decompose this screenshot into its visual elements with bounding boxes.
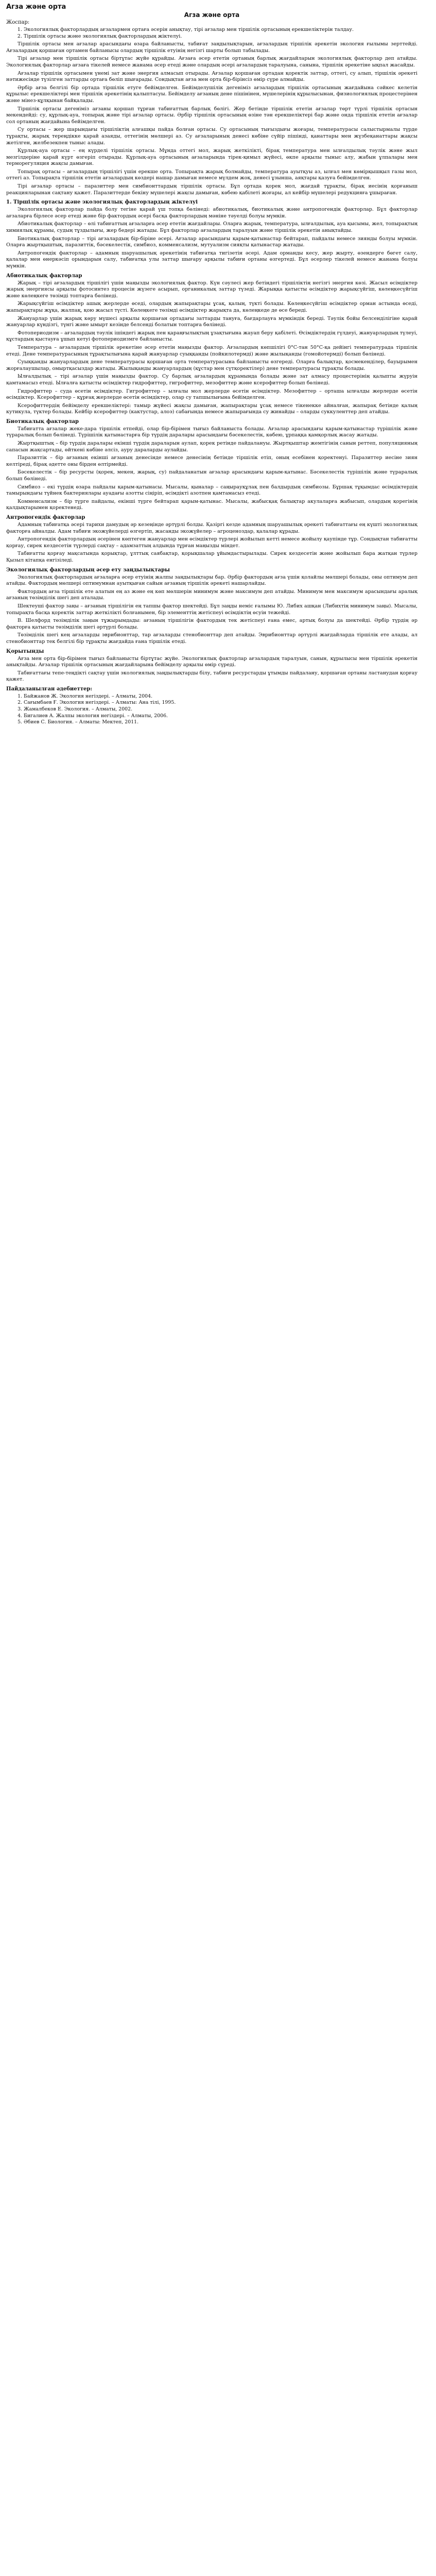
paragraph: Антропогендік факторлар – адамның шаруашылық әрекетінің табиғатқа тигізетін әсері. Адам орманды кесу, жер жырту, өзендерге бөгет салу, қалалар мен өнеркәсіп орындарын салу, табиғатқа улы заттар шығару арқылы табиғи ортаны өзгертеді. Бұл әсерлер тікелей немесе жанама болуы мүмкін.: [6, 250, 417, 269]
paragraph: Фактордың ағза тіршілік ете алатын ең аз және ең көп мөлшерін минимум және максимум деп атайды. Минимум мен максимум арасындағы аралық ағзаның төзімділік шегі деп аталады.: [6, 588, 417, 601]
paragraph: Суыққанды жануарлардың дене температурасы қоршаған орта температурасына байланысты өзгереді. Оларға балықтар, қосмекенділер, бауырымен жорғалаушылар, омыртқасыздар жатады. Жылықанды жануарлардың (құстар мен сүтқоректілер) дене температурасы тұрақты болады.: [6, 359, 417, 371]
paragraph: Температура – ағзалардың тіршілік әрекетіне әсер ететін маңызды фактор. Ағзалардың көпшілігі 0°С-тан 50°С-қа дейінгі температурада тіршілік етеді. Дене температурасының тұрақтылығына қарай жануарлар суыққанды (пойкилотермді) және жылықанды (гомойотермді) болып бөлінеді.: [6, 344, 417, 357]
plan-list: [6, 27, 417, 40]
paragraph: Адамның табиғатқа әсері тарихи дамудың әр кезеңінде әртүрлі болды. Қазіргі кезде адамның шаруашылық әрекеті табиғаттағы ең күшті экологиялық факторға айналды. Адам табиғи экожүйелерді өзгертіп, жасанды экожүйелер – агроценоздар, қалалар құрады.: [6, 522, 417, 534]
reference-item: 5. Әбиев С. Биология. – Алматы: Мектеп, 2011.: [24, 719, 417, 726]
paragraph: Тіршілік ортасы дегеніміз ағзаны қоршап тұрған табиғаттың барлық бөлігі. Жер бетінде тіршілік ететін ағзалар төрт түрлі тіршілік ортасын мекендейді: су, құрлық-ауа, топырақ және тірі ағзалар ортасы. Әрбір тіршілік ортасының өзіне тән ерекшеліктері бар және онда тіршілік ететін ағзалар сол ортаның жағдайына бейімделген.: [6, 106, 417, 125]
reference-item: 3. Жамалбеков Е. Экология. – Алматы, 2002.: [24, 706, 417, 713]
reference-item: 4. Бигалиев А. Жалпы экология негіздері. – Алматы, 2006.: [24, 713, 417, 720]
paragraph: Гидрофиттер – суда өсетін өсімдіктер. Гигрофиттер – ылғалы мол жерлерде өсетін өсімдіктер. Мезофиттер – орташа ылғалды жерлерде өсетін өсімдіктер. Ксерофиттер – құрғақ жерлерде өсетін өсімдіктер, олар су тапшылығына бейімделген.: [6, 388, 417, 401]
paragraph: Тірі ағзалар мен тіршілік ортасы біртұтас жүйе құрайды. Ағзаға әсер ететін ортаның барлық жағдайларын экологиялық факторлар деп атайды. Экологиялық факторлар ағзаға тікелей немесе жанама әсер етеді және олардың әсері ағзалардың таралуына, санына, тіршілік әрекетіне ықпал жасайды.: [6, 56, 417, 68]
reference-item: 1. Байжанов Ж. Экология негіздері. – Алматы, 2004.: [24, 693, 417, 700]
paragraph: Экологиялық факторлардың ағзаларға әсер етуінің жалпы заңдылықтары бар. Әрбір фактордың ағза үшін қолайлы мөлшері болады, оны оптимум деп атайды. Фактордың мөлшері оптимумнан ауытқыған сайын ағзаның тіршілік әрекеті нашарлайды.: [6, 574, 417, 587]
paragraph: Абиотикалық факторлар – өлі табиғаттың ағзаларға әсер ететін жағдайлары. Оларға жарық, температура, ылғалдылық, ауа қысымы, жел, топырақтың химиялық құрамы, судың тұздылығы, жер бедері жатады. Бұл факторлар ағзалардың таралуын және тіршілік әрекетін анықтайды.: [6, 221, 417, 234]
document-title: Агза және орта: [6, 3, 66, 11]
paragraph: Жарықсүйгіш өсімдіктер ашық жерлерде өседі, олардың жапырақтары ұсақ, қалың, түкті болады. Көлеңкесүйгіш өсімдіктер орман астында өседі, жапырақтары жұқа, жалпақ, қою жасыл түсті. Көлеңкеге төзімді өсімдіктер жарықта да, көлеңкеде де өсе береді.: [6, 301, 417, 313]
paragraph: Табиғаттағы тепе-теңдікті сақтау үшін экологиялық заңдылықтарды білу, табиғи ресурстарды ұтымды пайдалану, қоршаған ортаны ластанудан қорғау қажет.: [6, 670, 417, 683]
paragraph: В. Шелфорд төзімділік заңын тұжырымдады: ағзаның тіршілігін фактордың тек жетіспеуі ғана емес, артық болуы да шектейді. Әрбір түрдің әр факторға қатысты төзімділік шегі әртүрлі болады.: [6, 618, 417, 630]
plan-label: Жоспар:: [6, 20, 30, 25]
section-title: Антропогендік факторлар: [6, 515, 85, 520]
paragraph: Шектеуші фактор заңы – ағзаның тіршілігін ең тапшы фактор шектейді. Бұл заңды неміс ғалымы Ю. Либих ашқан (Либихтің минимум заңы). Мысалы, топырақта басқа қоректік заттар жеткілікті болғанымен, бір элементтің жетіспеуі өсімдіктің өсуін тежейді.: [6, 603, 417, 616]
paragraph: Табиғатта ағзалар жеке-дара тіршілік етпейді, олар бір-бірімен тығыз байланыста болады. Ағзалар арасындағы қарым-қатынастар түрішілік және түраралық болып бөлінеді. Түрішілік қатынастарға бір түрдің даралары арасындағы бәсекелестік, көбею, ұрпаққа қамқорлық жасау жатады.: [6, 426, 417, 438]
section-title: Биотикалық факторлар: [6, 418, 79, 425]
paragraph: Экологиялық факторлар пайда болу тегіне қарай үш топқа бөлінеді: абиотикалық, биотикалық және антропогендік факторлар. Бұл факторлар ағзаларға бірлесе әсер етеді және бір фактордың әсері басқа факторлардың мәніне тәуелді болуы мүмкін.: [6, 207, 417, 219]
paragraph: Жыртқыштық – бір түрдің даралары екінші түрдің дараларын аулап, қорек ретінде пайдалануы. Жыртқыштар жемтігінің санын реттеп, популяцияның сапасын жақсартады, өйткені көбіне әлсіз, ауру дараларды аулайды.: [6, 440, 417, 453]
paragraph: Табиғатты қорғау мақсатында қорықтар, ұлттық саябақтар, қорықшалар ұйымдастырылады. Сирек кездесетін және жойылып бара жатқан түрлер Қызыл кітапқа енгізіледі.: [6, 551, 417, 563]
paragraph: Тіршілік ортасы мен ағзалар арасындағы өзара байланысты, табиғат заңдылықтарын, ағзалардың тіршілік әрекетін экология ғылымы зерттейді. Ағзалардың қоршаған ортамен байланысы олардың тіршілік етуінің негізгі шарты болып табылады.: [6, 41, 417, 54]
paragraph: Комменсализм – бір түрге пайдалы, екінші түрге бейтарап қарым-қатынас. Мысалы, жабысқақ балықтар акулаларға жабысып, олардың қорегінің қалдықтарымен қоректенеді.: [6, 498, 417, 511]
paragraph: Симбиоз – екі түрдің өзара пайдалы қарым-қатынасы. Мысалы, қыналар – саңырауқұлақ пен балдырдың симбиозы. Бұршақ тұқымдас өсімдіктердің тамырындағы түйнек бактериялары ауадағы азотты сіңіріп, өсімдікті азотпен қамтамасыз етеді.: [6, 484, 417, 497]
paragraph: Паразиттік – бір ағзаның екінші ағзаның денесінде немесе денесінің бетінде тіршілік етіп, оның есебінен қоректенуі. Паразиттер иесіне зиян келтіреді, бірақ әдетте оны бірден өлтірмейді.: [6, 455, 417, 467]
paragraph: Әрбір ағза белгілі бір ортада тіршілік етуге бейімделген. Бейімделушілік дегеніміз ағзалардың тіршілік ортасының жағдайына сәйкес келетін құрылыс ерекшеліктері мен тіршілік әрекетінің қалыптасуы. Бейімделу ағзаның дене пішінінен, мүшелерінің құрылысынан, физиологиялық процестерінен және мінез-құлқынан байқалады.: [6, 84, 417, 104]
references-label: Пайдаланылған әдебиеттер:: [6, 686, 93, 692]
paragraph: Жануарлар үшін жарық көру мүшесі арқылы қоршаған ортадағы заттарды тануға, бағдарлауға мүмкіндік береді. Тәулік бойы белсенділігіне қарай жануарлар күндізгі, түнгі және ымырт кезінде белсенді болатын топтарға бөлінеді.: [6, 315, 417, 328]
section-title: 1. Тіршілік ортасы және экологиялық факторлардың жіктелуі: [6, 199, 198, 206]
document-heading: Агза және орта: [184, 11, 240, 19]
paragraph: Жарық – тірі ағзалардың тіршілігі үшін маңызды экологиялық фактор. Күн сәулесі жер бетіндегі тіршіліктің негізгі энергия көзі. Жасыл өсімдіктер жарық энергиясы арқылы фотосинтез процесін жүзеге асырып, органикалық заттар түзеді. Жарыққа қатысты өсімдіктер жарықсүйгіш, көлеңкесүйгіш және көлеңкеге төзімді топтарға бөлінеді.: [6, 280, 417, 299]
section-title: Экологиялық факторлардың әсер ету заңдылықтары: [6, 567, 170, 573]
paragraph: Ағза мен орта бір-бірімен тығыз байланысты біртұтас жүйе. Экологиялық факторлар ағзалардың таралуын, санын, құрылысы мен тіршілік әрекетін анықтайды. Ағзалар тіршілік ортасының жағдайларына бейімделу арқылы өмір сүреді.: [6, 655, 417, 668]
paragraph: Фотопериодизм – ағзалардың тәулік ішіндегі жарық пен қараңғылықтың ұзақтығына жауап беру қабілеті. Өсімдіктердің гүлдеуі, жануарлардың түлеуі, құстардың қыстауға ұшып кетуі фотопериодизмге байланысты.: [6, 330, 417, 343]
paragraph: Су ортасы – жер шарындағы тіршіліктің алғашқы пайда болған ортасы. Су ортасының тығыздығы жоғары, температурасы салыстырмалы түрде тұрақты, жарық тереңдікке қарай азаяды, оттегінің мөлшері аз. Су ағзаларының денесі көбіне сүйір пішінді, қанаттары мен жүзбеқанаттары жақсы жетілген, желбезекпен тыныс алады.: [6, 127, 417, 146]
paragraph: Ксерофиттердің бейімделу ерекшеліктері: тамыр жүйесі жақсы дамыған, жапырақтары ұсақ немесе тікенекке айналған, жапырақ бетінде қалың кутикула, түктер болады. Кейбір ксерофиттер (кактустар, алоэ) сабағында немесе жапырағында су жинайды – оларды суккуленттер деп атайды.: [6, 402, 417, 415]
section-title: Қорытынды: [6, 648, 44, 654]
reference-item: 2. Сағымбаев Ғ. Экология негіздері. – Алматы: Ана тілі, 1995.: [24, 700, 417, 706]
paragraph: Төзімділік шегі кең ағзаларды эврибионттар, тар ағзаларды стенобионттар деп атайды. Эврибионттар әртүрлі жағдайларда тіршілік ете алады, ал стенобионттар тек белгілі бір тұрақты жағдайда ғана тіршілік етеді.: [6, 632, 417, 645]
paragraph: Биотикалық факторлар – тірі ағзалардың бір-біріне әсері. Ағзалар арасындағы қарым-қатынастар бейтарап, пайдалы немесе зиянды болуы мүмкін. Оларға жыртқыштық, паразиттік, бәсекелестік, симбиоз, комменсализм, мутуализм сияқты қатынастар жатады.: [6, 235, 417, 248]
paragraph: Ылғалдылық – тірі ағзалар үшін маңызды фактор. Су барлық ағзалардың құрамында болады және зат алмасу процестерінің қалыпты жүруін қамтамасыз етеді. Ылғалға қатысты өсімдіктер гидрофиттер, гигрофиттер, мезофиттер және ксерофиттер болып бөлінеді.: [6, 374, 417, 386]
paragraph: Антропогендік факторлардың әсерінен көптеген жануарлар мен өсімдіктер түрлері жойылып кетті немесе жойылу қаупінде тұр. Сондықтан табиғатты қорғау, сирек кездесетін түрлерді сақтау – адамзаттың алдында тұрған маңызды міндет.: [6, 536, 417, 549]
paragraph: Тірі ағзалар ортасы – паразиттер мен симбионттардың тіршілік ортасы. Бұл ортада қорек мол, жағдай тұрақты, бірақ иесінің қорғаныш реакцияларынан сақтану қажет. Паразиттерде бекіну мүшелері жақсы дамыған, көбею қабілеті жоғары, ал кейбір мүшелері редукцияға ұшыраған.: [6, 183, 417, 196]
paragraph: Бәсекелестік – бір ресурсты (қорек, мекен, жарық, су) пайдаланатын ағзалар арасындағы қарым-қатынас. Бәсекелестік түрішілік және түраралық болып бөлінеді.: [6, 469, 417, 482]
paragraph: Ағзалар тіршілік ортасымен үнемі зат және энергия алмасып отырады. Ағзалар қоршаған ортадан қоректік заттар, оттегі, су алып, тіршілік әрекеті нәтижесінде түзілген заттарды ортаға бөліп шығарады. Сондықтан ағза мен орта бір-бірінсіз өмір сүре алмайды.: [6, 70, 417, 83]
document-body: [6, 41, 417, 683]
paragraph: Топырақ ортасы – ағзалардың тіршілігі үшін ерекше орта. Топырақта жарық болмайды, температура ауытқуы аз, ылғал мен көмірқышқыл газы мол, оттегі аз. Топырақта тіршілік ететін ағзалардың көздері нашар дамыған немесе мүлдем жоқ, денесі ұзынша, аяқтары қазуға бейімделген.: [6, 168, 417, 181]
plan-item: 2. Тіршілік ортасы және экологиялық факторлардың жіктелуі.: [24, 33, 417, 40]
section-title: Абиотикалық факторлар: [6, 273, 82, 279]
plan-item: 1. Экологиялық факторлардың ағзалармен ортаға әсерін анықтау, тірі ағзалар мен тіршілік ортасының ерекшеліктерін талдау.: [24, 27, 417, 33]
references-list: [6, 693, 417, 726]
paragraph: Құрлық-ауа ортасы – ең күрделі тіршілік ортасы. Мұнда оттегі мол, жарық жеткілікті, бірақ температура мен ылғалдылық тәулік және жыл мезгілдеріне қарай күрт өзгеріп отырады. Құрлық-ауа ортасының ағзаларында тірек-қимыл жүйесі, өкпе арқылы тыныс алу, жабын ұлпалары мен терморегуляция жақсы дамыған.: [6, 148, 417, 167]
